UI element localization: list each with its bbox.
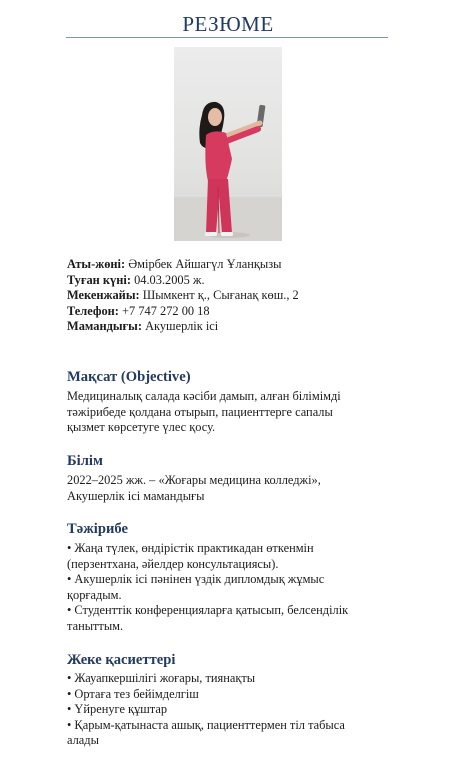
address-label: Мекенжайы: [67, 288, 140, 303]
experience-line: • Акушерлік ісі пәнінен үздік дипломдық жұмыс [67, 572, 325, 587]
experience-line: • Жаңа түлек, өндірістік практикадан өткенмін [67, 541, 314, 555]
experience-line: таныттым. [67, 618, 124, 633]
birth-label: Туған күні: [67, 272, 131, 287]
education-heading: Білім [67, 453, 103, 469]
qualities-line: алады [67, 733, 99, 748]
qualities-line: • Қарым-қатынаста ашық, пациенттермен тіл табыса [67, 717, 345, 732]
name-label: Аты-жөні: [67, 257, 126, 271]
name-value: Әмірбек Айшагүл Ұланқызы [128, 257, 282, 271]
experience-heading: Тәжірибе [67, 521, 128, 537]
experience-line: • Студенттік конференцияларға қатысып, белсенділік [67, 603, 349, 618]
experience-line: (перзентхана, әйелдер консультациясы). [67, 556, 279, 571]
objective-heading: Мақсат (Objective) [67, 369, 191, 385]
phone-value: +7 747 272 00 18 [122, 303, 210, 318]
page-title: РЕЗЮМЕ [182, 12, 274, 36]
qualities-heading: Жеке қасиеттері [67, 652, 176, 668]
education-line: 2022–2025 жж. – «Жоғары медицина колледжі», [67, 473, 321, 487]
specialty-label: Мамандығы: [67, 319, 142, 334]
education-line: Акушерлік ісі мамандығы [67, 488, 205, 503]
experience-line: қорғадым. [67, 587, 122, 602]
address-row [67, 288, 397, 304]
experience-body [67, 541, 377, 635]
name-row [67, 257, 397, 273]
education-body [67, 473, 377, 504]
birth-row [67, 273, 397, 289]
phone-row [67, 304, 397, 320]
birth-value: 04.03.2005 ж. [134, 272, 205, 287]
specialty-value: Акушерлік ісі [145, 319, 219, 334]
qualities-line: • Үйренуге құштар [67, 702, 168, 717]
objective-line: қызмет көрсетуге үлес қосу. [67, 420, 216, 435]
qualities-line: • Жауапкершілігі жоғары, тиянақты [67, 671, 256, 685]
objective-body [67, 389, 377, 436]
qualities-line: • Ортаға тез бейімделгіш [67, 686, 199, 701]
title-divider [66, 37, 388, 38]
personal-info [67, 257, 397, 335]
phone-label: Телефон: [67, 303, 119, 318]
objective-line: тәжірибеде қолдана отырып, пациенттерге сапалы [67, 404, 333, 419]
address-value: Шымкент қ., Сығанақ көш., 2 [142, 288, 299, 303]
objective-line: Медициналық салада кәсіби дамып, алған білімімді [67, 389, 341, 403]
qualities-body [67, 671, 377, 749]
profile-photo [174, 47, 282, 241]
specialty-row [67, 319, 397, 335]
